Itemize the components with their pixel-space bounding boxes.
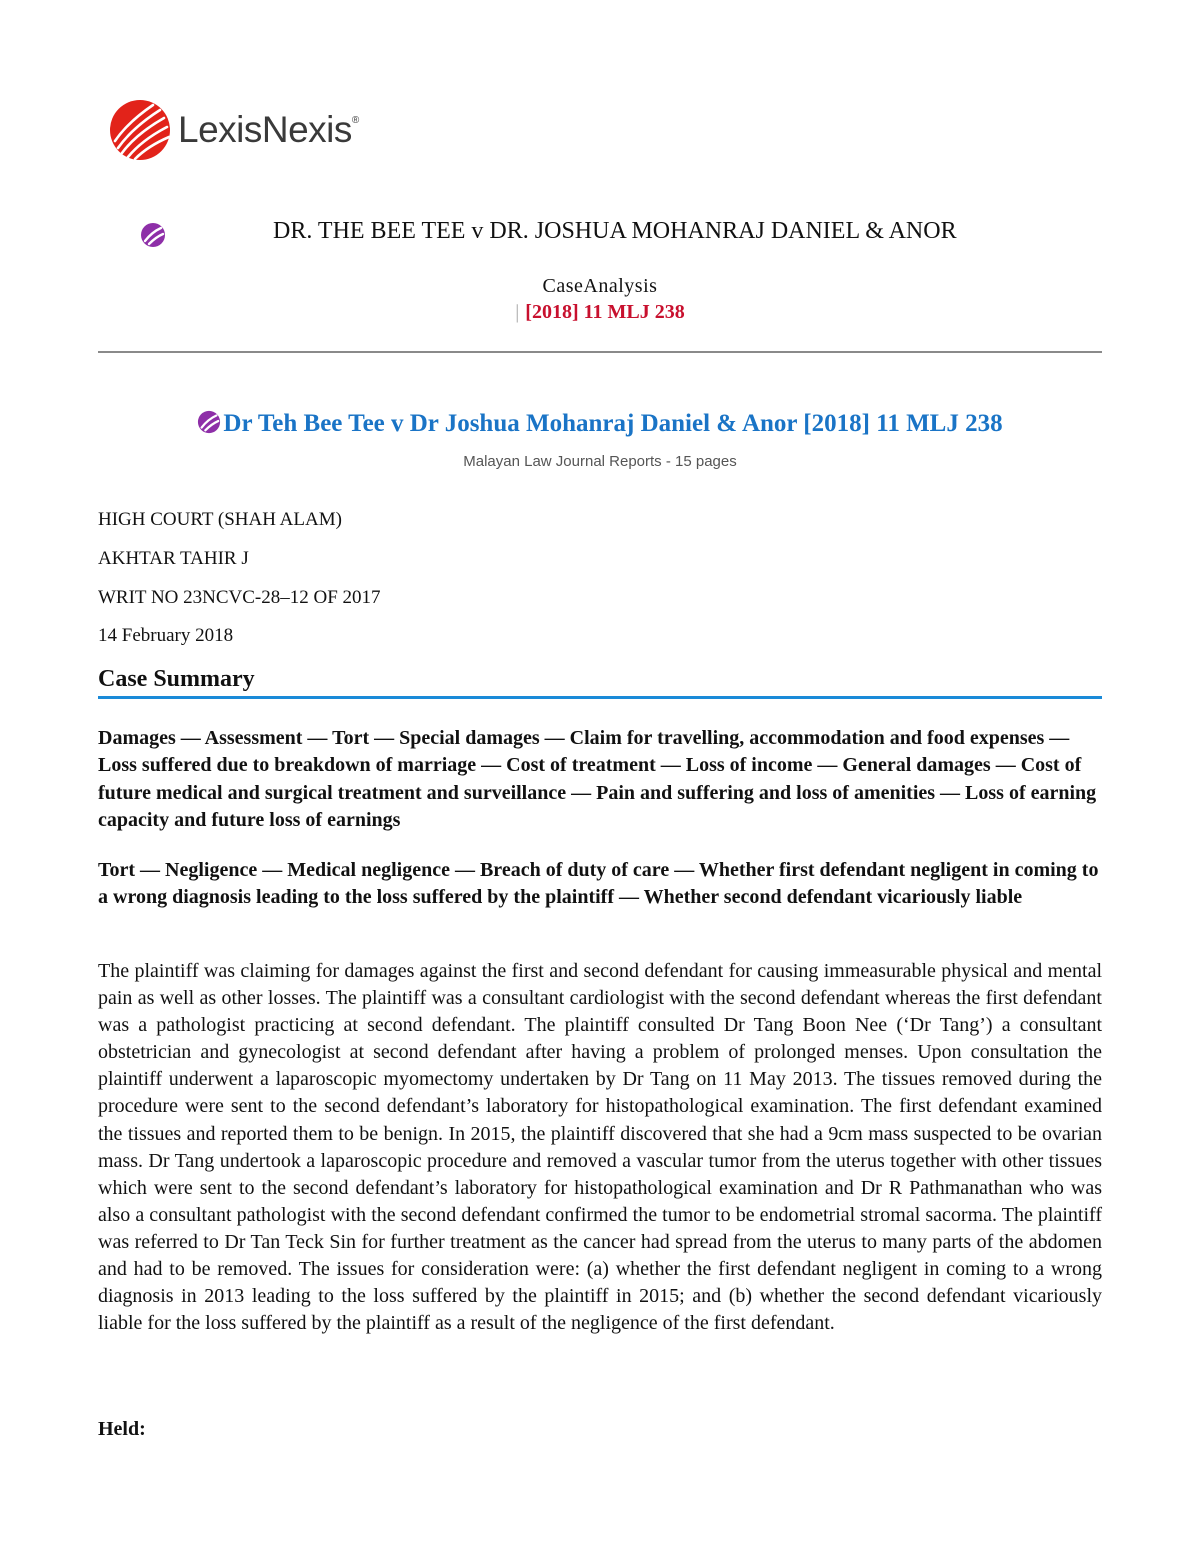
court-name: HIGH COURT (SHAH ALAM): [98, 509, 342, 530]
case-analysis-icon: [140, 222, 166, 248]
case-title-link[interactable]: Dr Teh Bee Tee v Dr Joshua Mohanraj Daniel & Anor [2018] 11 MLJ 238: [223, 410, 1003, 437]
document-type: CaseAnalysis: [542, 275, 658, 297]
case-summary-heading: Case Summary: [98, 666, 255, 692]
case-summary-divider: [98, 696, 1102, 699]
separator-bar: |: [515, 301, 520, 323]
document-title: DR. THE BEE TEE v DR. JOSHUA MOHANRAJ DANIEL & ANOR: [273, 218, 957, 244]
lexisnexis-logo: [108, 98, 359, 162]
case-link-row: [0, 410, 1200, 438]
header-divider: [98, 351, 1102, 353]
judgment-date: 14 February 2018: [98, 625, 234, 646]
held-label: Held:: [98, 1418, 146, 1440]
brand-name: LexisNexis®: [178, 109, 359, 150]
citation: [2018] 11 MLJ 238: [525, 301, 685, 323]
writ-number: WRIT NO 23NCVC-28–12 OF 2017: [98, 587, 381, 608]
judge-name: AKHTAR TAHIR J: [98, 548, 249, 569]
summary-body: The plaintiff was claiming for damages against the first and second defendant for causing immeasurable physical and mental pain as well as other losses. The plaintiff was a consultant cardiologist with the second defendant whereas the first defendant was a pathologist practicing at second defendant. The plaintiff consulted Dr Tang Boon Nee (‘Dr Tang’) a consultant obstetrician and gynecologist at second defendant after having a problem of prolonged menses. Upon consultation the plaintiff underwent a laparoscopic myomectomy undertaken by Dr Tang on 11 May 2013. The tissues removed during the procedure were sent to the second defendant’s laboratory for histopathological examination. The first defendant examined the tissues and reported them to be benign. In 2015, the plaintiff discovered that she had a 9cm mass suspected to be ovarian mass. Dr Tang undertook a laparoscopic procedure and removed a vascular tumor from the uterus together with other tissues which were sent to the second defendant’s laboratory for histopathological examination and Dr R Pathmanathan who was also a consultant pathologist with the second defendant confirmed the tumor to be endometrial stromal sacorma. The plaintiff was referred to Dr Tan Teck Sin for further treatment as the cancer had spread from the uterus to many parts of the abdomen and had to be removed. The issues for consideration were: (a) whether the first defendant negligent in coming to a wrong diagnosis in 2013 leading to the loss suffered by the plaintiff in 2015; and (b) whether the second defendant vicariously liable for the loss suffered by the plaintiff as a result of the negligence of the first defendant.: [98, 960, 1102, 1335]
catchwords-damages: Damages — Assessment — Tort — Special damages — Claim for travelling, accommodation and food expenses — Loss suffered due to breakdown of marriage — Cost of treatment — Loss of income — General damages — Cost of future medical and surgical treatment and surveillance — Pain and suffering and loss of amenities — Loss of earning capacity and future loss of earnings: [98, 727, 1097, 831]
lexisnexis-globe-icon: [108, 98, 172, 162]
case-analysis-icon: [197, 410, 221, 434]
document-header: [140, 218, 1100, 254]
report-source: Malayan Law Journal Reports - 15 pages: [463, 453, 737, 470]
citation-header: [0, 301, 1200, 324]
catchwords-tort: Tort — Negligence — Medical negligence — Breach of duty of care — Whether first defendant negligent in coming to a wrong diagnosis leading to the loss suffered by the plaintiff — Whether second defendant vicariously liable: [98, 859, 1099, 909]
